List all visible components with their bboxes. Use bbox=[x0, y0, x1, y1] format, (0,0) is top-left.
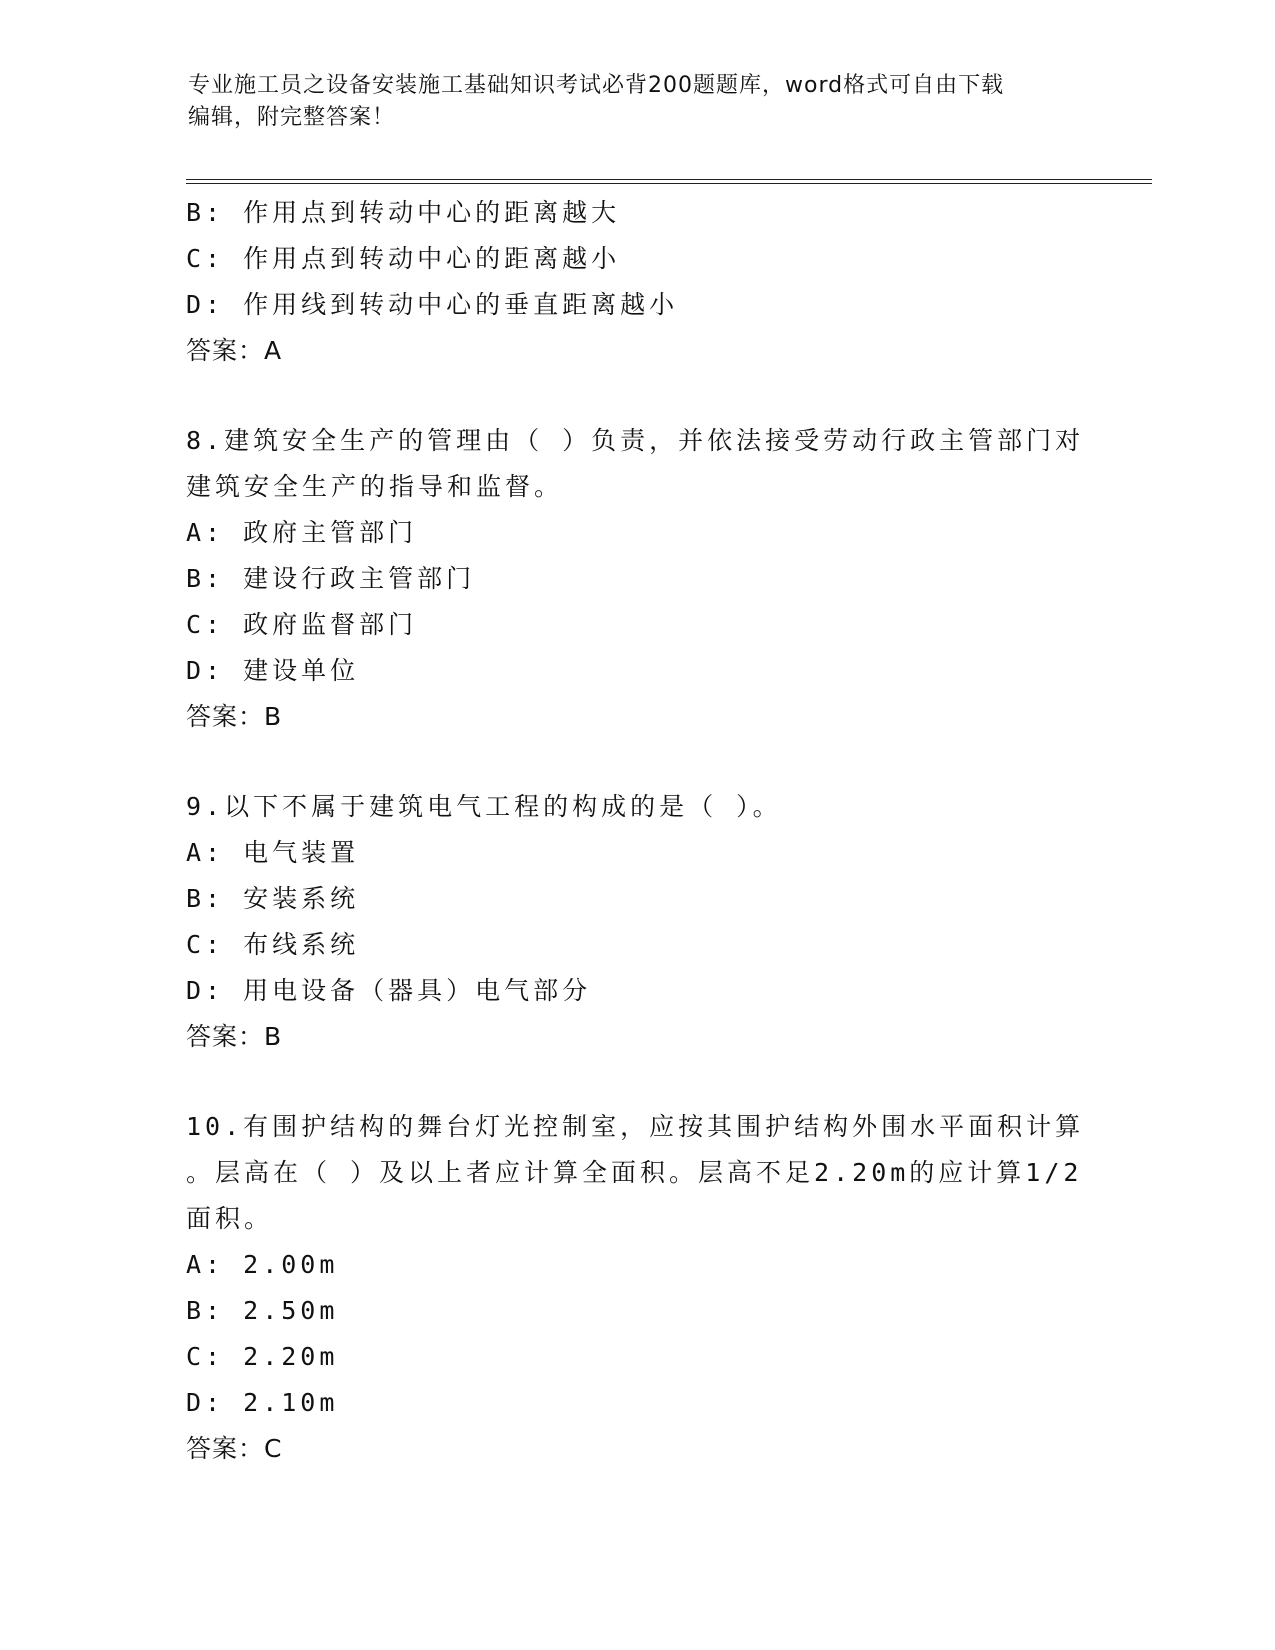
option-c: C: 政府监督部门 bbox=[186, 610, 418, 639]
option-b: B: 作用点到转动中心的距离越大 bbox=[186, 198, 621, 227]
document-header bbox=[188, 70, 1068, 134]
answer-label: 答案：A bbox=[186, 336, 283, 365]
header-divider-top bbox=[186, 179, 1152, 180]
option-d: D: 2.10m bbox=[186, 1388, 339, 1417]
question-10 bbox=[186, 1104, 1086, 1472]
question-text-line-3: 面积。 bbox=[186, 1204, 274, 1233]
option-c: C: 2.20m bbox=[186, 1342, 339, 1371]
question-9 bbox=[186, 784, 1086, 1060]
answer-label: 答案：B bbox=[186, 702, 283, 731]
option-b: B: 建设行政主管部门 bbox=[186, 564, 476, 593]
question-text-line-1: 10.有围护结构的舞台灯光控制室，应按其围护结构外围水平面积计算 bbox=[186, 1112, 1085, 1141]
option-d: D: 用电设备（器具）电气部分 bbox=[186, 976, 592, 1005]
spacer bbox=[186, 1060, 1086, 1104]
option-a: A: 2.00m bbox=[186, 1250, 339, 1279]
question-list bbox=[186, 190, 1086, 1472]
option-d: D: 作用线到转动中心的垂直距离越小 bbox=[186, 290, 679, 319]
option-a: A: 电气装置 bbox=[186, 838, 360, 867]
option-b: B: 安装系统 bbox=[186, 884, 360, 913]
option-d: D: 建设单位 bbox=[186, 656, 360, 685]
spacer bbox=[186, 374, 1086, 418]
spacer bbox=[186, 740, 1086, 784]
question-text-line-1: 8.建筑安全生产的管理由（ ）负责，并依法接受劳动行政主管部门对 bbox=[186, 426, 1085, 455]
header-line-1: 专业施工员之设备安装施工基础知识考试必背200题题库，word格式可自由下载 bbox=[188, 73, 1005, 98]
answer-label: 答案：C bbox=[186, 1434, 283, 1463]
question-8 bbox=[186, 418, 1086, 740]
option-b: B: 2.50m bbox=[186, 1296, 339, 1325]
option-c: C: 布线系统 bbox=[186, 930, 360, 959]
option-c: C: 作用点到转动中心的距离越小 bbox=[186, 244, 621, 273]
question-text-line-2: 建筑安全生产的指导和监督。 bbox=[186, 472, 564, 501]
question-7-tail bbox=[186, 190, 1086, 374]
question-text-line-2: 。层高在（ ）及以上者应计算全面积。层高不足2.20m的应计算1/2 bbox=[186, 1158, 1083, 1187]
header-line-2: 编辑，附完整答案！ bbox=[188, 105, 396, 130]
header-divider-bottom bbox=[186, 183, 1152, 184]
answer-label: 答案：B bbox=[186, 1022, 283, 1051]
question-text-line-1: 9.以下不属于建筑电气工程的构成的是（ ）。 bbox=[186, 792, 782, 821]
option-a: A: 政府主管部门 bbox=[186, 518, 418, 547]
